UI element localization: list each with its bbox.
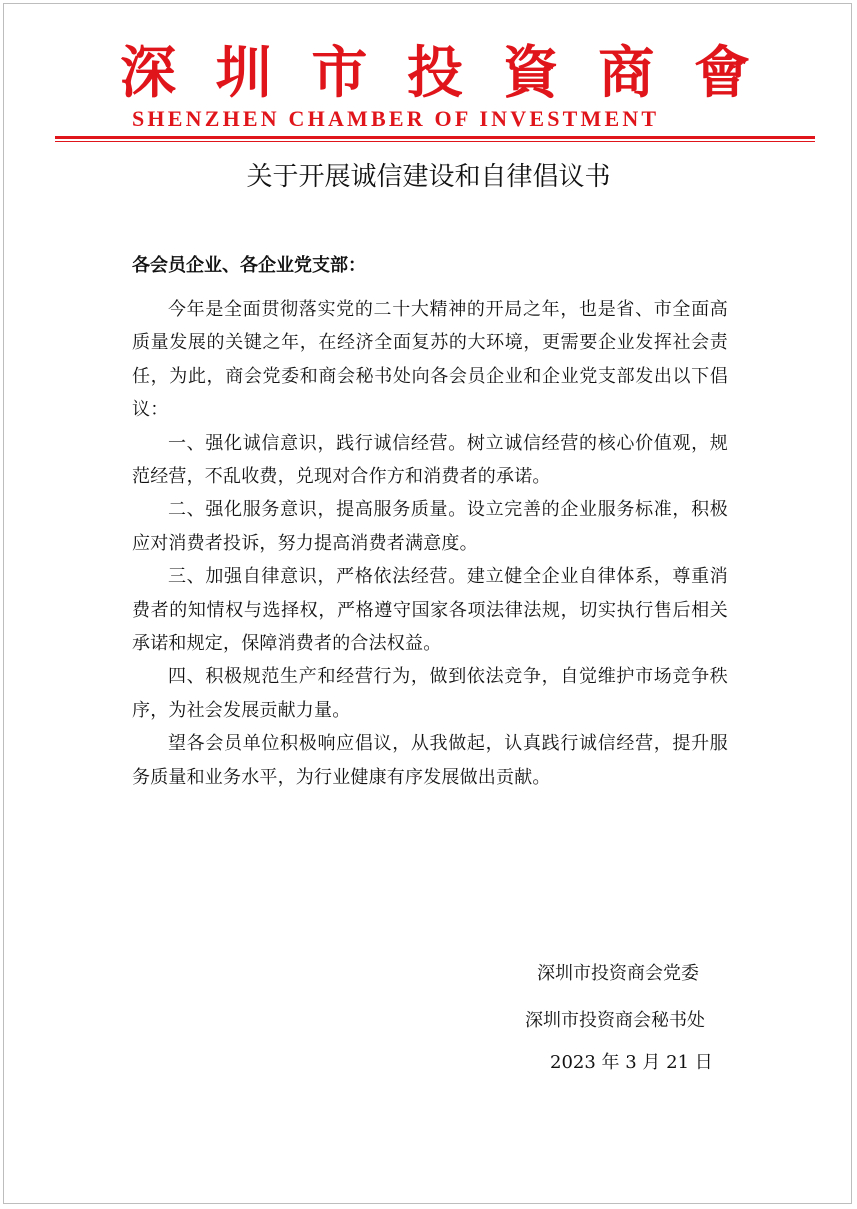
paragraph-item-4: 四、积极规范生产和经营行为，做到依法竞争，自觉维护市场竞争秩序，为社会发展贡献力量。 — [132, 666, 728, 721]
paragraph-item-3: 三、加强自律意识，严格依法经营。建立健全企业自律体系，尊重消费者的知情权与选择权，严格遵守国家各项法律法规，切实执行售后相关承诺和规定，保障消费者的合法权益。 — [132, 566, 728, 655]
signature-party-committee: 深圳市投资商会党委 — [537, 963, 699, 984]
document-title: 关于开展诚信建设和自律倡议书 — [246, 162, 611, 192]
letterhead-char: 資 — [502, 40, 559, 106]
letterhead-char: 圳 — [215, 40, 272, 106]
paragraph-closing: 望各会员单位积极响应倡议，从我做起，认真践行诚信经营，提升服务质量和业务水平，为行业健康有序发展做出贡献。 — [132, 733, 728, 788]
letterhead-divider-thick — [55, 136, 815, 139]
paragraph-item-2: 二、强化服务意识，提高服务质量。设立完善的企业服务标准，积极应对消费者投诉，努力提高消费者满意度。 — [132, 499, 728, 554]
letterhead-char: 市 — [311, 40, 368, 106]
letterhead-divider-thin — [55, 141, 815, 142]
document-body — [132, 293, 728, 794]
letterhead-english-name: SHENZHEN CHAMBER OF INVESTMENT — [132, 106, 660, 131]
signature-date: 2023 年 3 月 21 日 — [550, 1052, 713, 1073]
letterhead-char: 投 — [406, 40, 463, 106]
letterhead-char: 會 — [693, 40, 750, 106]
letterhead-chinese-name — [120, 40, 750, 106]
letterhead-char: 深 — [120, 40, 176, 106]
paragraph-intro: 今年是全面贯彻落实党的二十大精神的开局之年，也是省、市全面高质量发展的关键之年，在经济全面复苏的大环境，更需要企业发挥社会责任，为此，商会党委和商会秘书处向各会员企业和企业党支部发出以下倡议： — [132, 299, 728, 421]
signature-secretariat: 深圳市投资商会秘书处 — [525, 1010, 705, 1031]
paragraph-item-1: 一、强化诚信意识，践行诚信经营。树立诚信经营的核心价值观，规范经营，不乱收费，兑现对合作方和消费者的承诺。 — [132, 432, 728, 488]
letterhead-char: 商 — [598, 40, 655, 106]
greeting: 各会员企业、各企业党支部： — [132, 255, 366, 276]
